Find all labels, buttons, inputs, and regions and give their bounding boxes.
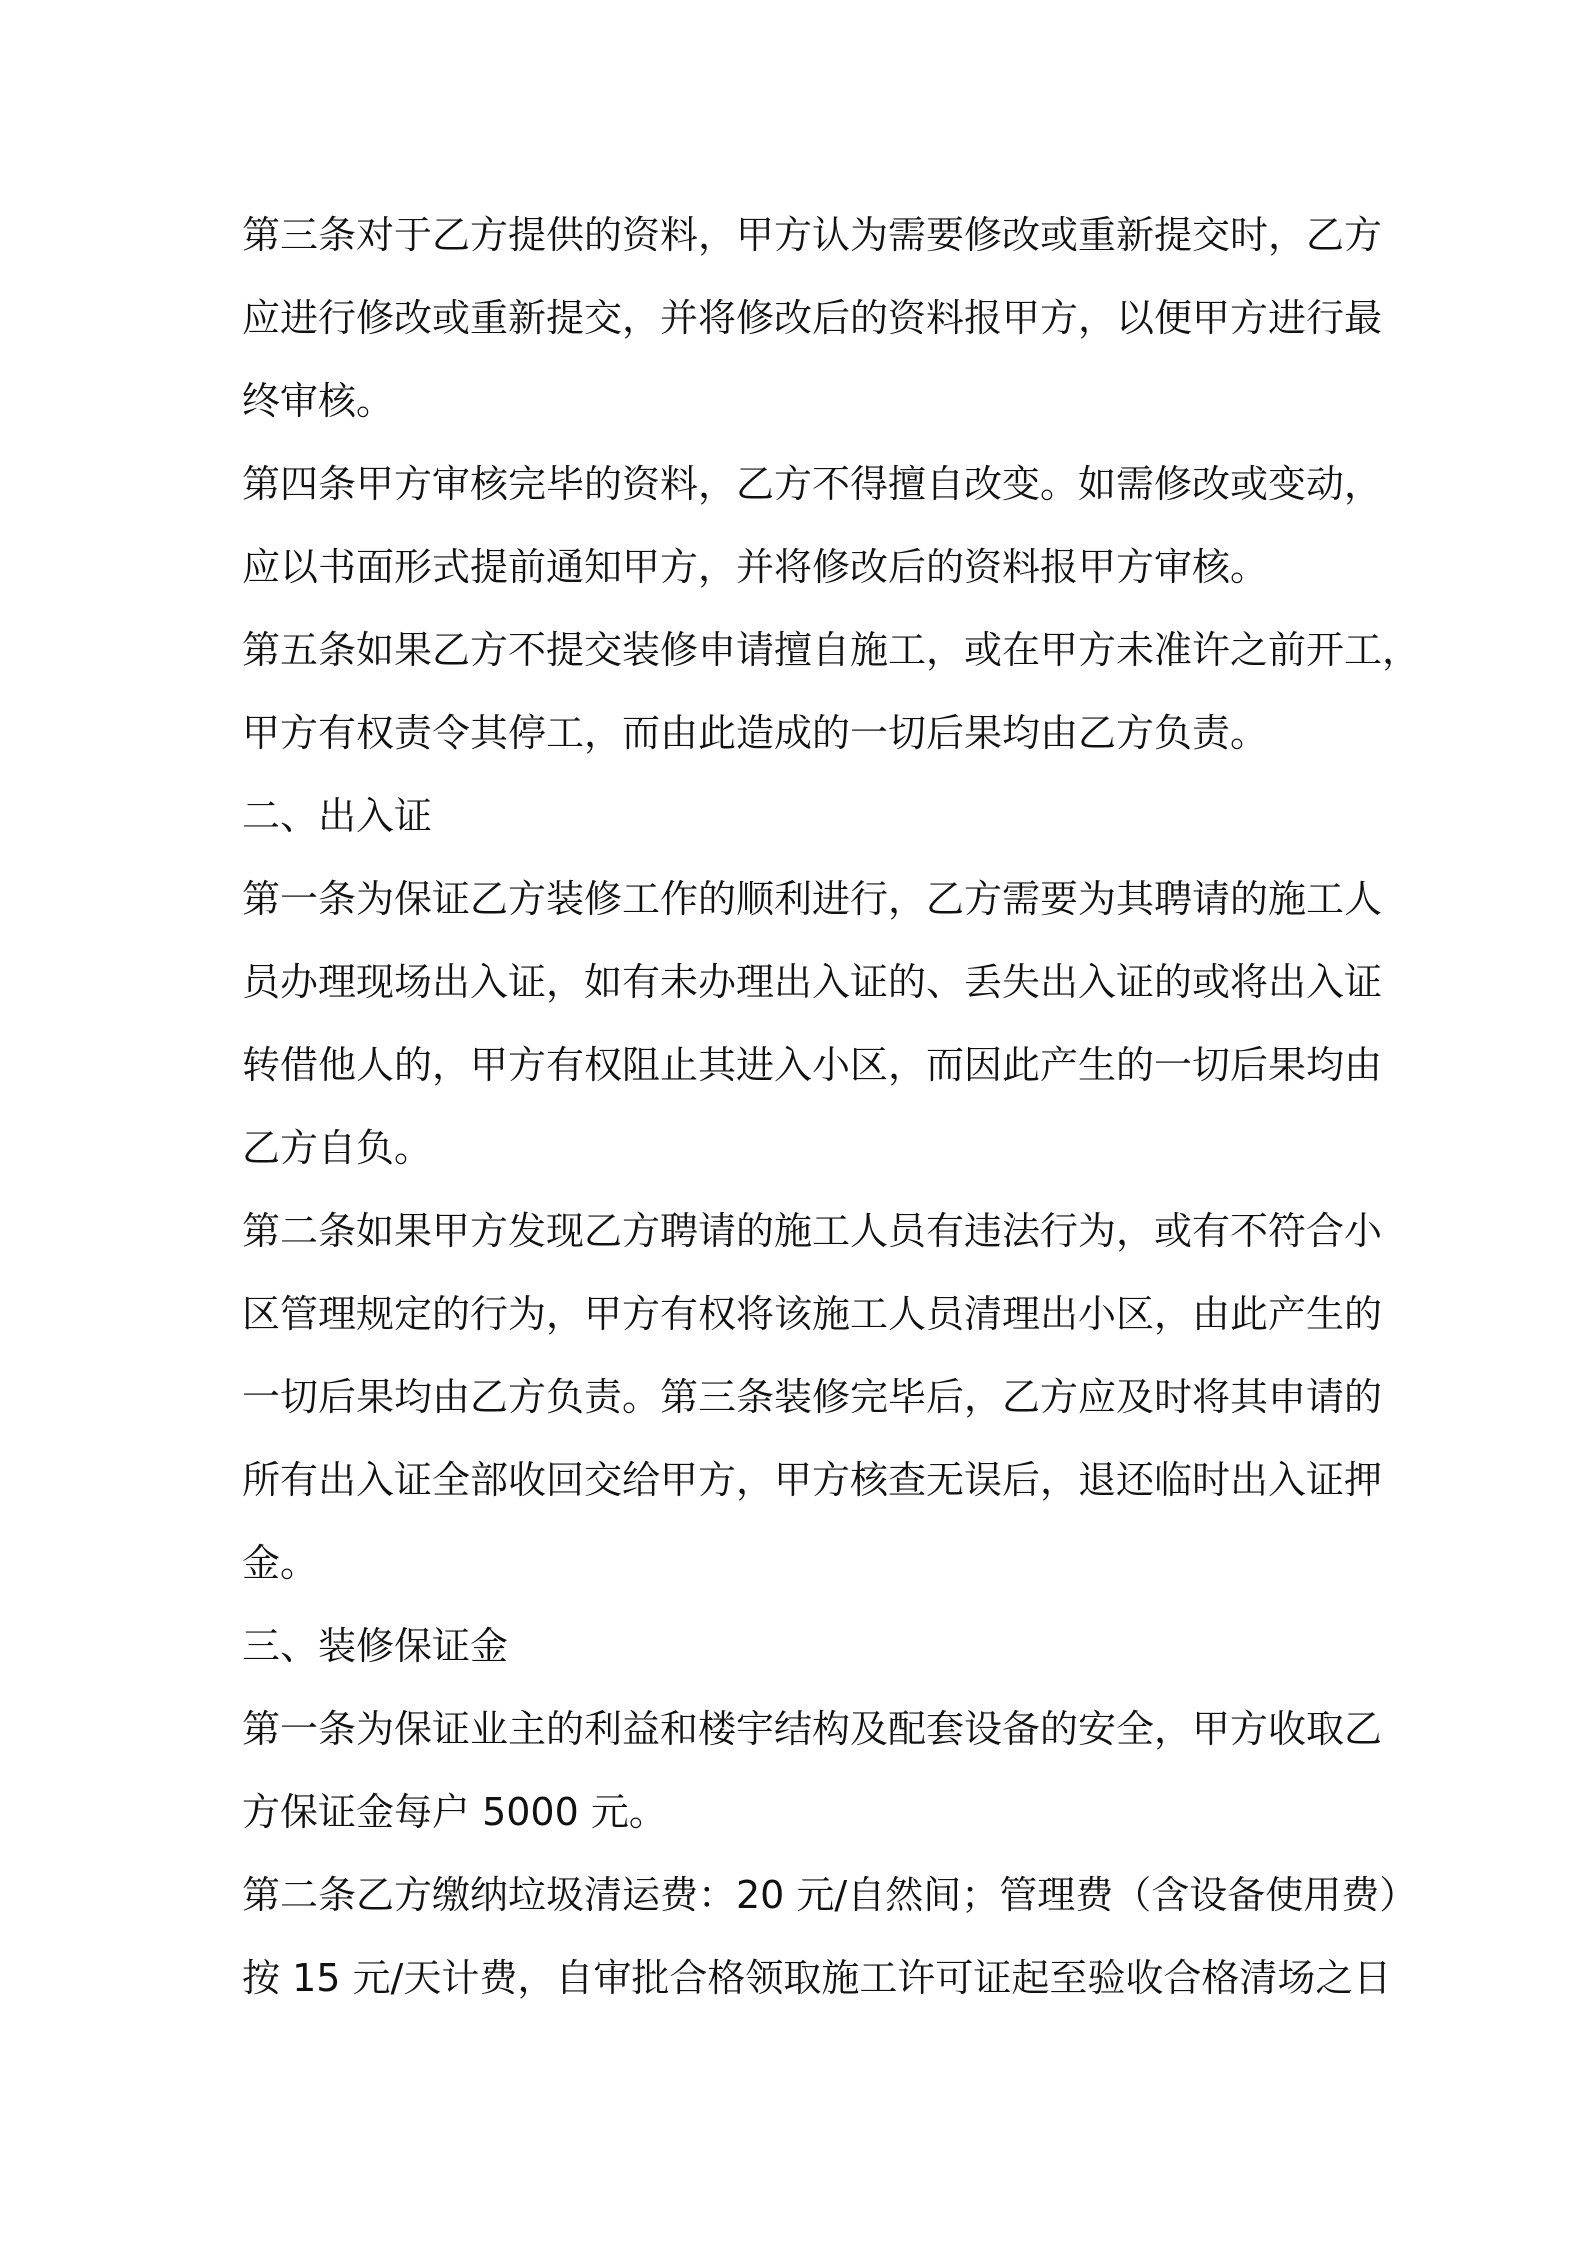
text-line: 第一条为保证乙方装修工作的顺利进行，乙方需要为其聘请的施工人 (242, 877, 1383, 921)
document-body (242, 194, 1421, 2020)
text-line: 金。 (242, 1541, 319, 1585)
text-line: 员办理现场出入证，如有未办理出入证的、丢失出入证的或将出入证 (242, 960, 1383, 1004)
text-line: 第二条乙方缴纳垃圾清运费：20 元/自然间；管理费（含设备使用费） (242, 1873, 1418, 1917)
text-line: 第一条为保证业主的利益和楼宇结构及配套设备的安全，甲方收取乙 (242, 1707, 1383, 1751)
text-line: 所有出入证全部收回交给甲方，甲方核查无误后，退还临时出入证押 (242, 1458, 1383, 1502)
section-heading: 二、出入证 (242, 794, 433, 838)
text-line: 第五条如果乙方不提交装修申请擅自施工，或在甲方未准许之前开工， (242, 628, 1421, 672)
text-line: 转借他人的，甲方有权阻止其进入小区，而因此产生的一切后果均由 (242, 1043, 1383, 1087)
text-line: 终审核。 (242, 379, 395, 423)
text-line: 一切后果均由乙方负责。第三条装修完毕后，乙方应及时将其申请的 (242, 1375, 1383, 1419)
text-line: 第三条对于乙方提供的资料，甲方认为需要修改或重新提交时，乙方 (242, 213, 1383, 257)
text-line: 方保证金每户 5000 元。 (242, 1790, 667, 1834)
text-line: 甲方有权责令其停工，而由此造成的一切后果均由乙方负责。 (242, 711, 1269, 755)
section-heading: 三、装修保证金 (242, 1624, 509, 1668)
text-line: 应进行修改或重新提交，并将修改后的资料报甲方，以便甲方进行最 (242, 296, 1383, 340)
text-line: 第二条如果甲方发现乙方聘请的施工人员有违法行为，或有不符合小 (242, 1209, 1383, 1253)
text-line: 按 15 元/天计费，自审批合格领取施工许可证起至验收合格清场之日 (242, 1956, 1392, 2000)
text-line: 区管理规定的行为，甲方有权将该施工人员清理出小区，由此产生的 (242, 1292, 1383, 1336)
text-line: 第四条甲方审核完毕的资料，乙方不得擅自改变。如需修改或变动， (242, 462, 1383, 506)
text-line: 应以书面形式提前通知甲方，并将修改后的资料报甲方审核。 (242, 545, 1269, 589)
text-line: 乙方自负。 (242, 1126, 433, 1170)
